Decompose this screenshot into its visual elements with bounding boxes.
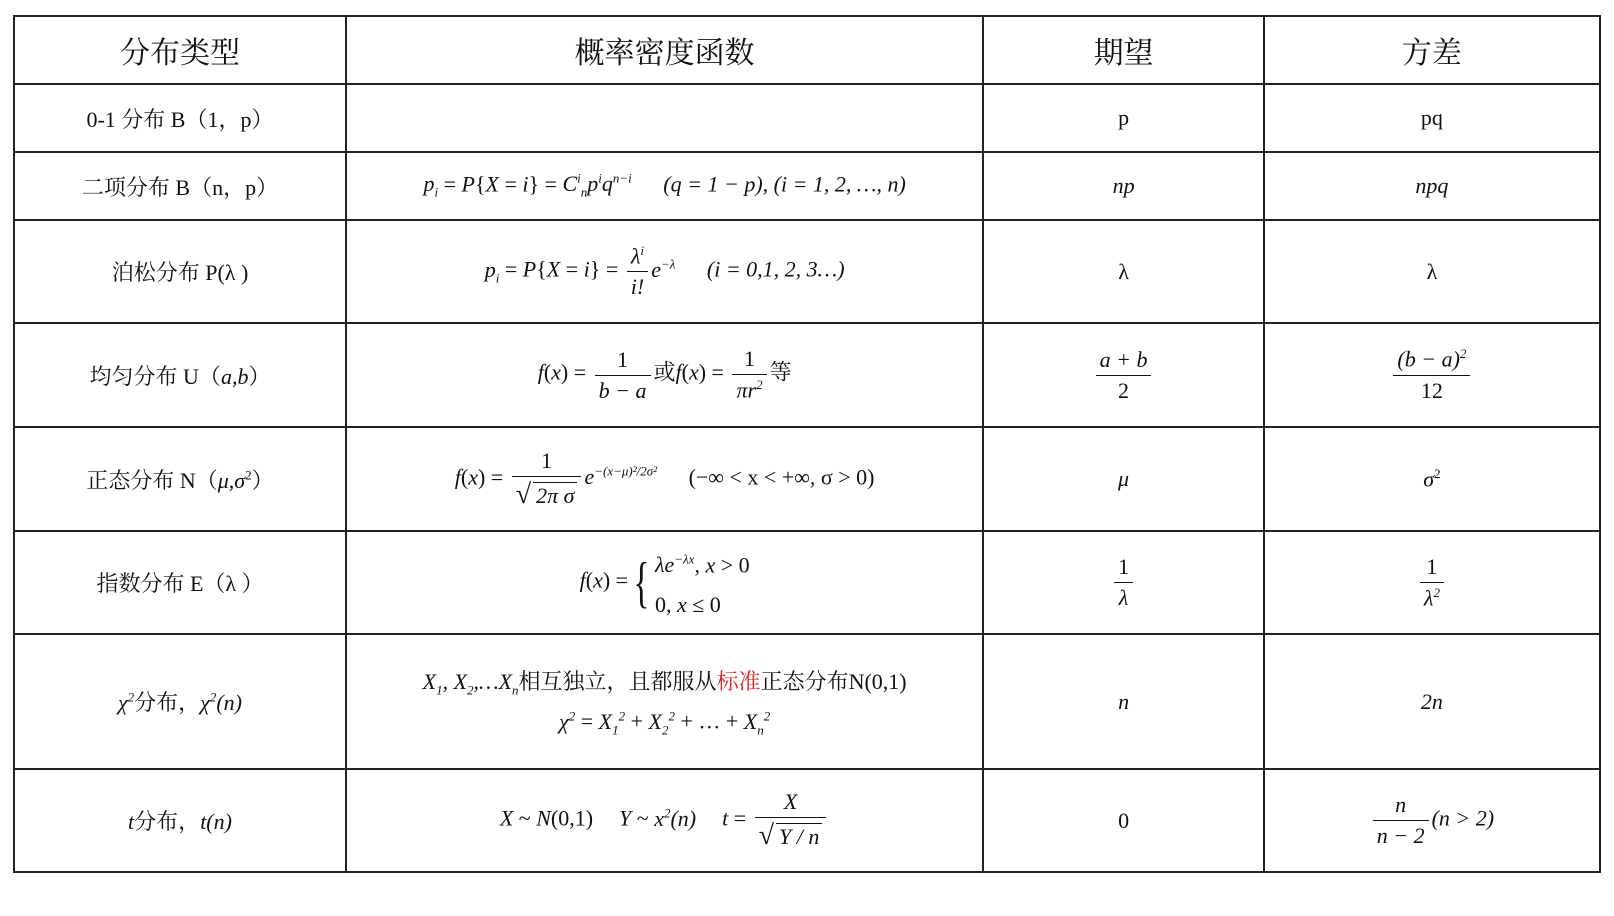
variance-cell: $\frac{(b - a)^2}{12}$ (1264, 323, 1600, 427)
expect-cell: μ (983, 427, 1264, 531)
pdf-cell: $p_i = P\{X = i\}$ = $\frac{\lambda^i}{i!}$ $e^{-\lambda}$ (i = 0,1, 2, 3…) (346, 220, 983, 323)
expect-cell: $\frac{a + b}{2}$ (983, 323, 1264, 427)
poisson-condition: (i = 0,1, 2, 3…) (706, 256, 845, 282)
table-row (14, 769, 1600, 872)
variance-cell: λ (1264, 220, 1600, 323)
variance-cell: $\sigma^2$ (1264, 427, 1600, 531)
expect-cell: λ (983, 220, 1264, 323)
expect-cell: 0 (983, 769, 1264, 872)
table-row (14, 152, 1600, 220)
pdf-cell: f(x) = $\frac{1}{b - a}$ 或f(x) = $\frac{1}{\pi r^2}$ 等 (346, 323, 983, 427)
type-cell: 0-1 分布 B（1，p） (14, 84, 346, 152)
expect-cell: $\frac{1}{\lambda}$ (983, 531, 1264, 634)
header-variance: 方差 (1264, 16, 1600, 84)
pdf-cell: $X_1$, $X_2,\dots X_n$相互独立，且都服从标准正态分布N(0,1) $\chi^2 = X_1^2 + X_2^2$ + … + $X_n^2$ (346, 634, 983, 769)
distribution-table (13, 15, 1601, 873)
expect-cell: np (983, 152, 1264, 220)
binomial-condition: (q = 1 − p), (i = 1, 2, …, n) (663, 171, 906, 197)
header-row (14, 16, 1600, 84)
pdf-cell: f(x) = $\frac{1}{\text{√ 2π σ}}$ $e^{-(x-\mu)^2/2\sigma^2}$ (−∞ < x < +∞, σ > 0) (346, 427, 983, 531)
expect-cell: p (983, 84, 1264, 152)
expect-cell: n (983, 634, 1264, 769)
variance-cell: npq (1264, 152, 1600, 220)
pdf-cell (346, 84, 983, 152)
pdf-cell: X ~ N(0,1) Y ~ $x^2(n) t$ = $\frac{X}{√ Y / n}$ (346, 769, 983, 872)
pdf-cell: $p_i = P\{X = i\} = C^i_np^iq^{n-i}$ (q = 1 − p), (i = 1, 2, …, n) (346, 152, 983, 220)
type-cell: $\chi^2$分布，$\chi^2(n)$ (14, 634, 346, 769)
table-row (14, 220, 1600, 323)
pdf-cell: f(x) ={ $\lambda e^{-\lambda x}$, x > 0 0, x ≤ 0 (346, 531, 983, 634)
type-cell: t分布，t(n) (14, 769, 346, 872)
type-cell: 泊松分布 P(λ ) (14, 220, 346, 323)
type-cell: 二项分布 B（n，p） (14, 152, 346, 220)
table-row (14, 84, 1600, 152)
variance-cell: 2n (1264, 634, 1600, 769)
table-row (14, 531, 1600, 634)
normal-condition: (−∞ < x < +∞, σ > 0) (688, 464, 875, 490)
header-pdf: 概率密度函数 (346, 16, 983, 84)
header-expectation: 期望 (983, 16, 1264, 84)
table-row (14, 634, 1600, 769)
table-row (14, 427, 1600, 531)
type-cell: 正态分布 $N(\mu,\sigma^2)$ (14, 427, 346, 531)
variance-cell: pq (1264, 84, 1600, 152)
type-cell: 指数分布 E（λ ） (14, 531, 346, 634)
type-cell: 均匀分布 U（a,b） (14, 323, 346, 427)
header-type: 分布类型 (14, 16, 346, 84)
variance-cell: $\frac{n}{n - 2}$ (n > 2) (1264, 769, 1600, 872)
variance-cell: $\frac{1}{\lambda^2}$ (1264, 531, 1600, 634)
table-row (14, 323, 1600, 427)
